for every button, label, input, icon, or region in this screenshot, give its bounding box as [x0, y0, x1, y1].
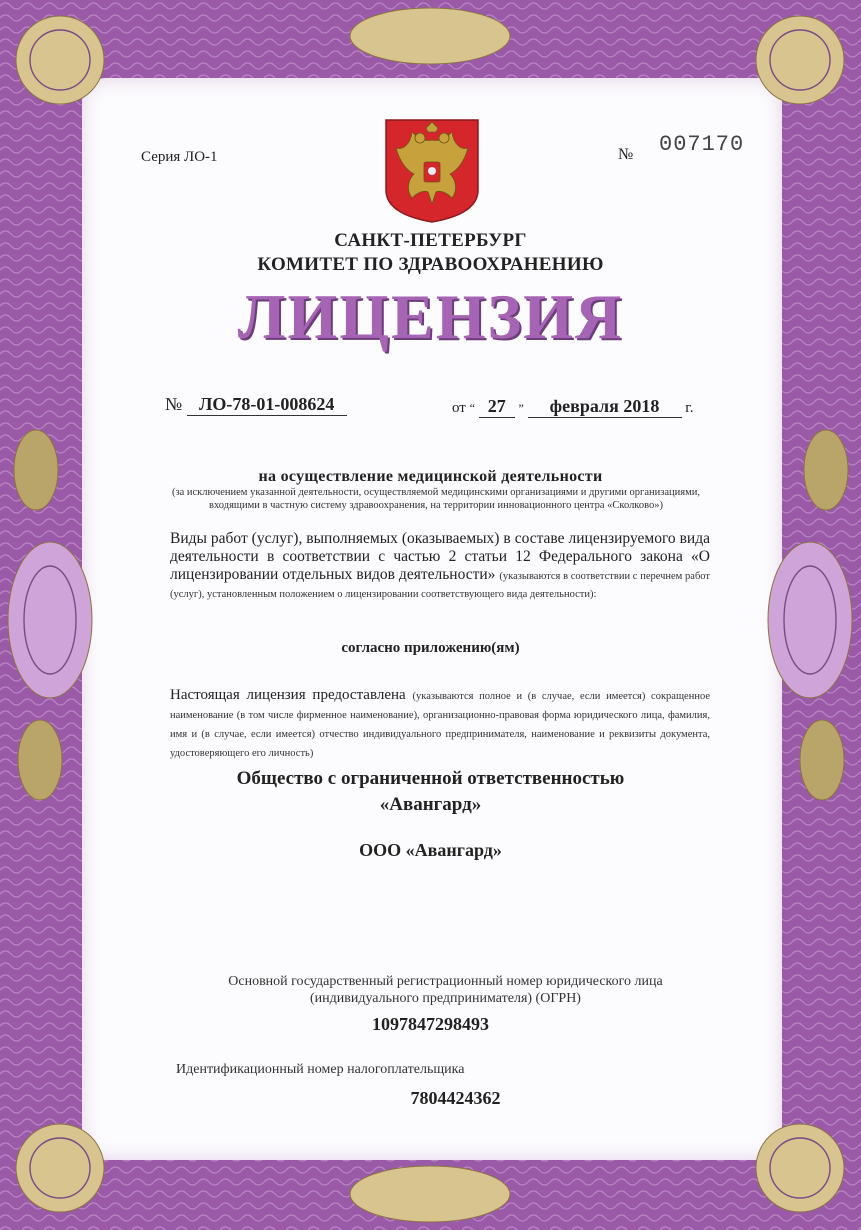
rosette-top-right — [756, 16, 844, 104]
inn-value: 7804424362 — [410, 1088, 501, 1108]
rosette-bottom-center — [350, 1166, 510, 1222]
granted-note: (указываются полное и (в случае, если имеется) сокращенное наименование (в том числе фирменное наименование), организационно-правовая форма юридического лица, фамилия, имя и (в случае, если имеется) отчество индивидуального предпринимателя, наименование и реквизиты документа, удостоверяющего его личность) — [170, 691, 710, 759]
license-number: ЛО-78-01-008624 — [187, 394, 347, 416]
year-suffix: г. — [685, 400, 694, 416]
document-title: ЛИЦЕНЗИЯ — [237, 281, 624, 352]
serial-number-label: № — [618, 146, 634, 163]
organization-short-name: ООО «Авангард» — [359, 840, 502, 860]
works-note: (указываются в соответствии с перечнем работ (услуг), установленным положением о лицензировании соответствующего вида деятельности): — [170, 571, 711, 600]
works-paragraph — [170, 530, 710, 602]
annex-reference: согласно приложению(ям) — [341, 640, 520, 656]
org-name-line2: «Авангард» — [379, 794, 482, 815]
date-quote-close: ” — [518, 401, 524, 415]
activity-note: (за исключением указанной деятельности, осуществляемой медицинскими организациями и другими организациями, входящими в частную систему здравоохранения, на территории инновационного центра «Сколково») — [171, 487, 701, 511]
works-text: Виды работ (услуг), выполняемых (оказываемых) в составе лицензируемого вида деятельности в соответствии с частью 2 статьи 12 Федерального закона «О лицензировании отдельных видов деятельности» — [170, 530, 710, 583]
authority-city: САНКТ-ПЕТЕРБУРГ — [334, 230, 527, 251]
granted-text: Настоящая лицензия предоставлена — [170, 687, 406, 703]
license-date-row — [452, 396, 693, 418]
rosette-bottom-right — [756, 1124, 844, 1212]
granted-paragraph — [170, 686, 710, 762]
inn-label: Идентификационный номер налогоплательщика — [176, 1062, 465, 1077]
authority-committee: КОМИТЕТ ПО ЗДРАВООХРАНЕНИЮ — [257, 254, 604, 275]
ogrn-label: Основной государственный регистрационный номер юридического лица (индивидуального предпринимателя) (ОГРН) — [228, 974, 663, 1006]
ogrn-value: 1097847298493 — [372, 1014, 489, 1034]
rosette-top-left — [16, 16, 104, 104]
license-day: 27 — [479, 396, 515, 418]
license-month-year: февраля 2018 — [528, 396, 682, 418]
license-number-row — [165, 394, 347, 416]
rosette-bottom-left — [16, 1124, 104, 1212]
russian-coat-of-arms-icon — [384, 118, 480, 224]
organization-full-name — [0, 766, 861, 818]
activity-title: на осуществление медицинской деятельности — [258, 468, 603, 485]
date-quote-open: “ — [469, 401, 475, 415]
org-name-line1: Общество с ограниченной ответственностью — [236, 768, 625, 789]
rosette-top-center — [350, 8, 510, 64]
date-from-label: от — [452, 400, 466, 416]
serial-number: 007170 — [659, 132, 745, 157]
series-label: Серия ЛО-1 — [141, 149, 218, 165]
license-number-label: № — [165, 394, 183, 414]
